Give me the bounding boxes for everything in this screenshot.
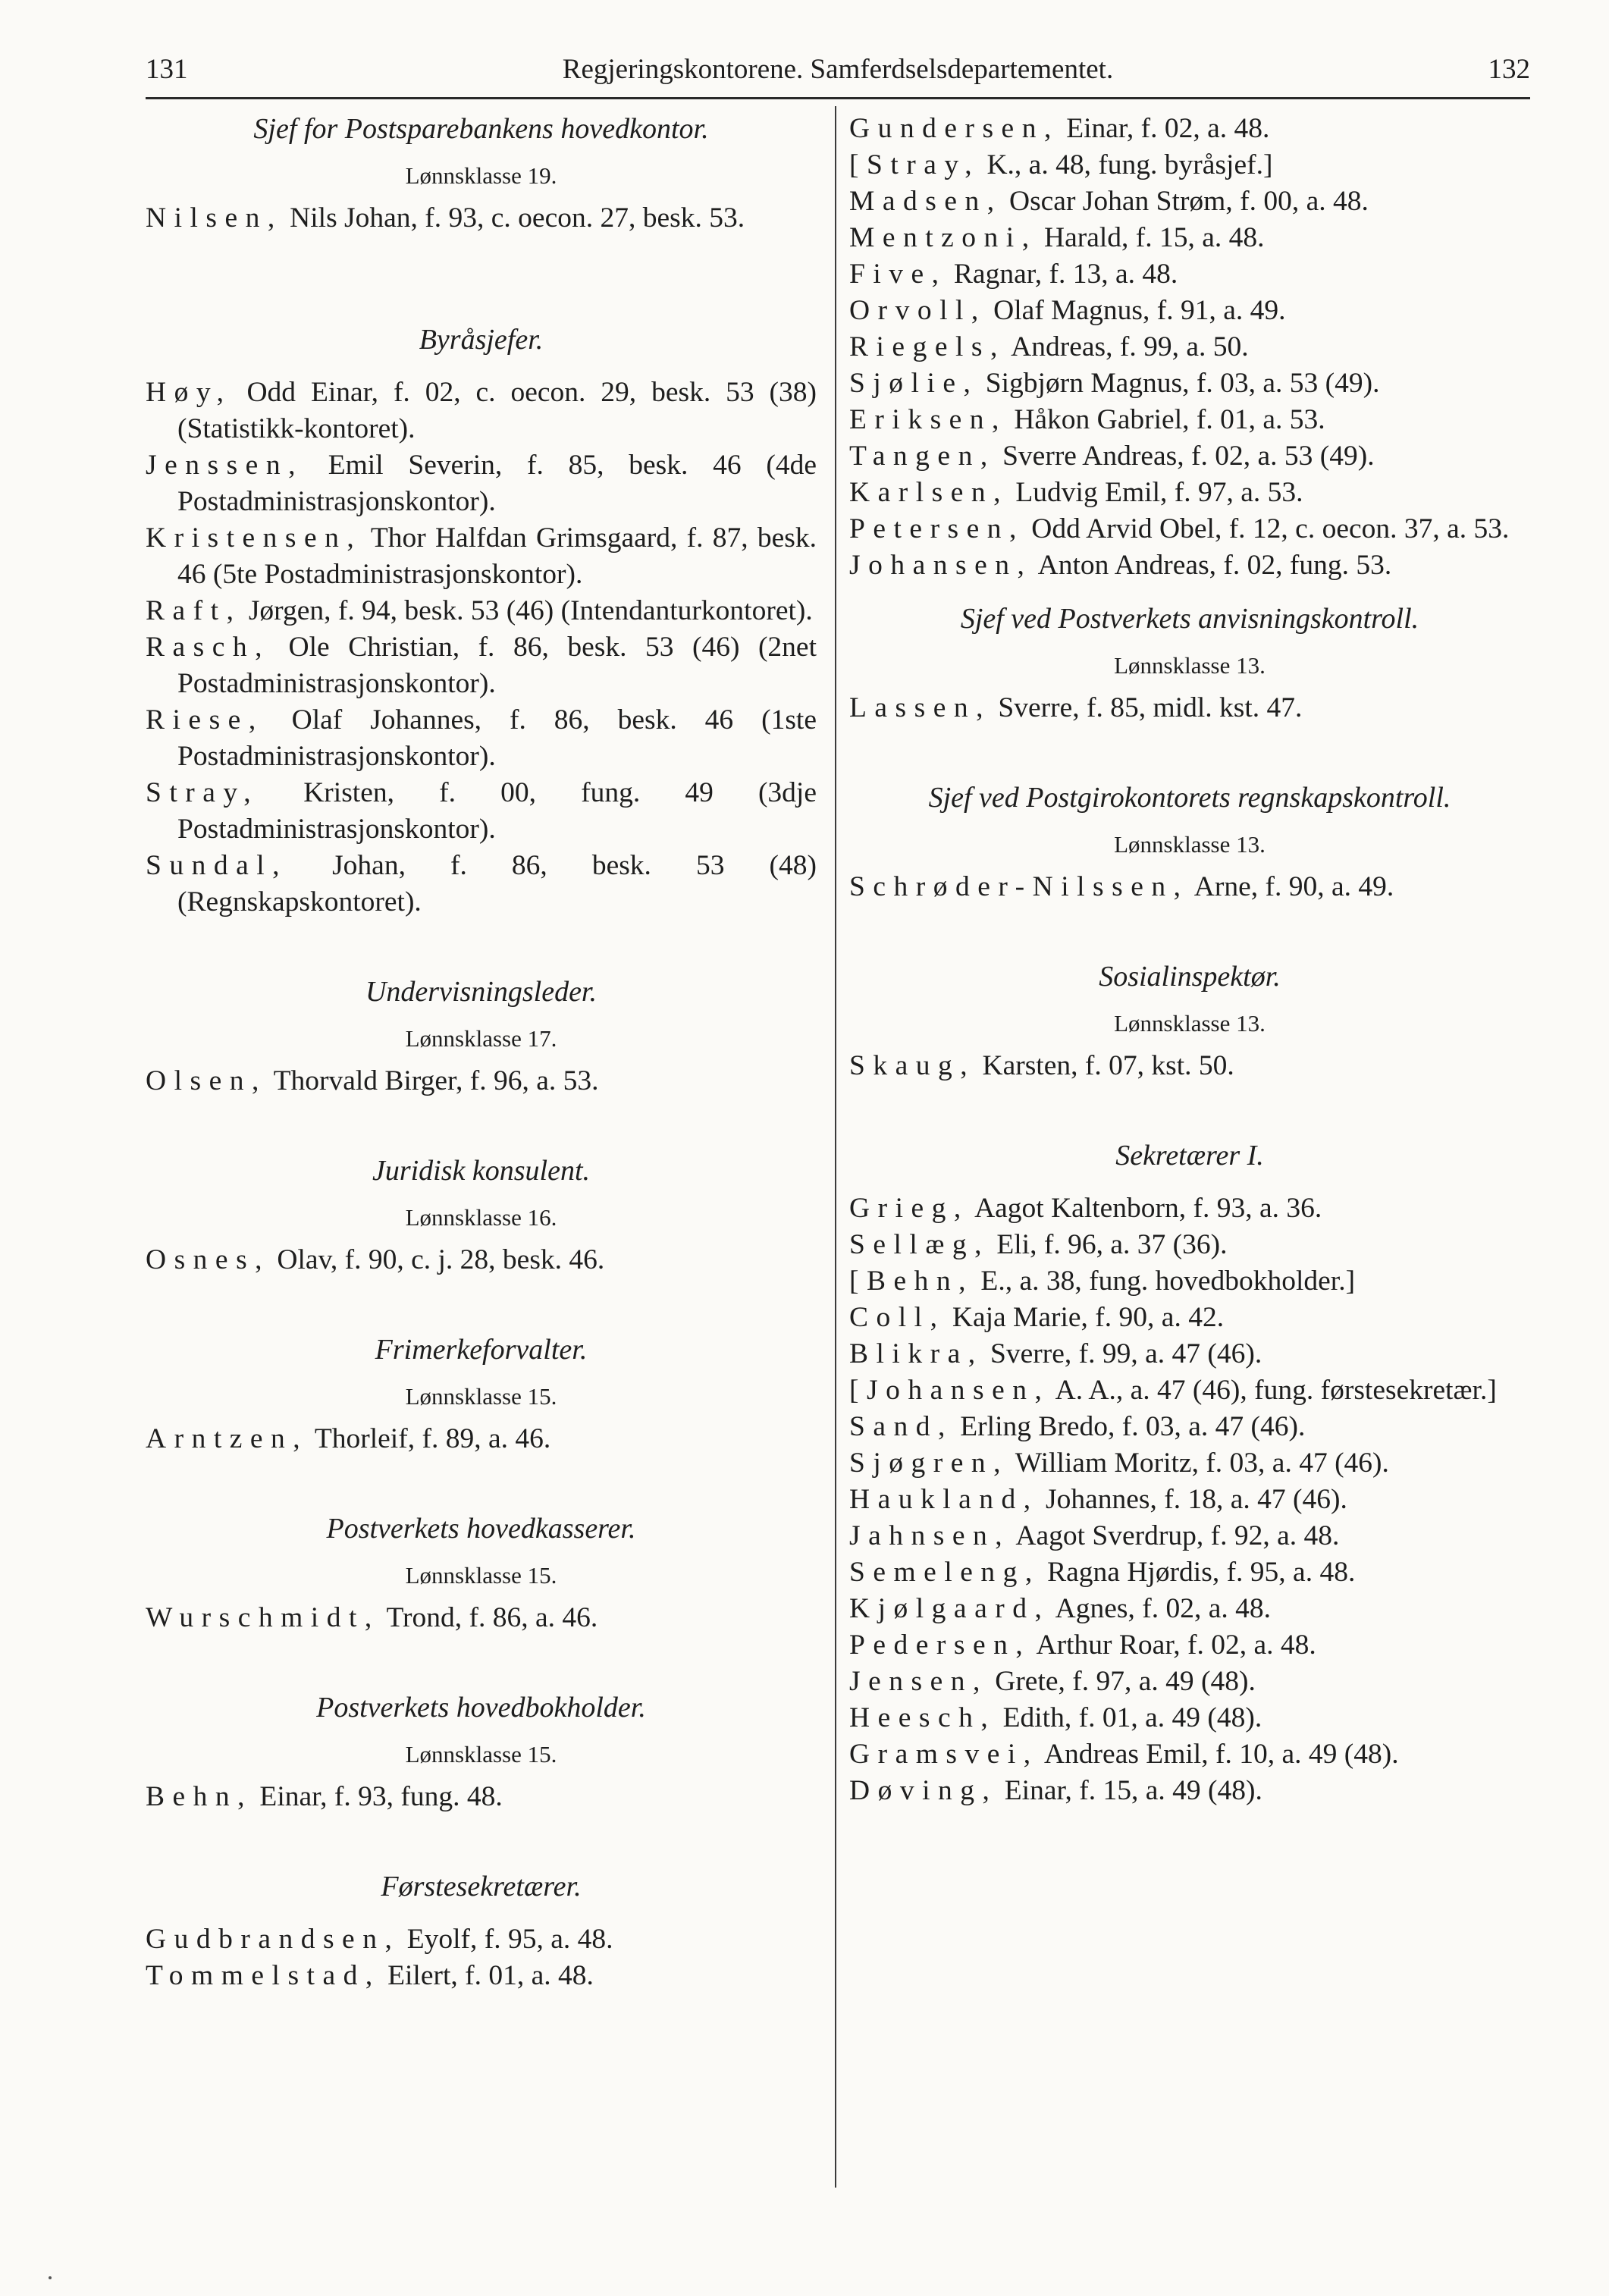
entry-details: Einar, f. 93, fung. 48. (252, 1781, 503, 1812)
surname: Eriksen, (849, 404, 1007, 435)
section-heading: Frimerkeforvalter. (375, 1334, 588, 1366)
person-entry (849, 147, 1530, 183)
surname: Gundersen, (849, 113, 1059, 144)
surname: Døving, (849, 1775, 998, 1806)
entry-details: Andreas, f. 99, a. 50. (1005, 331, 1249, 362)
surname: Raft, (146, 595, 242, 626)
person-entry (146, 1958, 817, 1994)
salary-grade: Lønnsklasse 15. (405, 1383, 557, 1410)
entry-details: Aagot Sverdrup, f. 92, a. 48. (1010, 1520, 1340, 1551)
surname: Haukland, (849, 1484, 1039, 1515)
surname: Arntzen, (146, 1423, 309, 1454)
person-entry (146, 1421, 817, 1457)
salary-grade: Lønnsklasse 17. (405, 1025, 557, 1052)
person-entry (146, 629, 817, 702)
person-entry (849, 1736, 1530, 1773)
entry-details: Ole Christian, f. 86, besk. 53 (46) (2net Postadministrasjonskontor). (177, 632, 817, 699)
page-number-left: 131 (146, 54, 188, 85)
person-entry (849, 438, 1530, 475)
surname: Karlsen, (849, 477, 1008, 508)
column-divider (835, 106, 836, 2188)
surname: Riese, (146, 704, 264, 736)
entry-details: Thor Halfdan Grimsgaard, f. 87, besk. 46 (5te Postadministrasjonskontor). (177, 522, 817, 590)
surname: Orvoll, (849, 295, 986, 326)
surname: Gramsvei, (849, 1739, 1039, 1770)
person-entry (849, 1700, 1530, 1736)
person-entry (849, 1627, 1530, 1664)
surname: Semeleng, (849, 1557, 1040, 1588)
person-entry (849, 402, 1530, 438)
surname: Sjøgren, (849, 1448, 1009, 1479)
person-entry (849, 1554, 1530, 1591)
person-entry (849, 869, 1530, 905)
person-entry (849, 1263, 1530, 1300)
person-entry (849, 547, 1530, 584)
salary-grade: Lønnsklasse 16. (405, 1204, 557, 1231)
surname: Behn, (146, 1781, 253, 1812)
entry-details: Emil Severin, f. 85, besk. 46 (4de Postadministrasjonskontor). (177, 450, 817, 517)
person-entry (849, 1409, 1530, 1445)
section-heading: Førstesekretærer. (381, 1871, 582, 1902)
entry-details: Anton Andreas, f. 02, fung. 53. (1032, 550, 1392, 581)
surname: Kristensen, (146, 522, 362, 554)
surname: Kjølgaard, (849, 1593, 1050, 1624)
entry-details: Odd Einar, f. 02, c. oecon. 29, besk. 53 (38) (Statistikk-kontoret). (177, 377, 817, 444)
entry-details: Grete, f. 97, a. 49 (48). (987, 1666, 1256, 1697)
entry-details: Kristen, f. 00, fung. 49 (3dje Postadministrasjonskontor). (177, 777, 817, 845)
entry-details: Edith, f. 01, a. 49 (48). (996, 1702, 1262, 1733)
section-heading: Juridisk konsulent. (372, 1155, 591, 1187)
surname: [Behn, (849, 1266, 974, 1297)
person-entry (146, 447, 817, 520)
person-entry (849, 293, 1530, 329)
surname: Lassen, (849, 692, 992, 723)
surname: Schrøder-Nilssen, (849, 871, 1189, 902)
surname: Heesch, (849, 1702, 996, 1733)
person-entry (849, 1773, 1530, 1809)
entry-details: Karsten, f. 07, kst. 50. (975, 1050, 1234, 1081)
section-heading: Postverkets hovedkasserer. (326, 1513, 636, 1545)
surname: Petersen, (849, 513, 1024, 544)
right-column (849, 111, 1530, 1809)
person-entry (146, 1242, 817, 1278)
person-entry (849, 1518, 1530, 1554)
surname: [Johansen, (849, 1375, 1050, 1406)
person-entry (146, 1921, 817, 1958)
person-entry (849, 1664, 1530, 1700)
surname: Madsen, (849, 186, 1002, 217)
entry-details: Sverre, f. 99, a. 47 (46). (983, 1338, 1262, 1369)
surname: Stray, (146, 777, 259, 808)
surname: Mentzoni, (849, 222, 1037, 253)
surname: Høy, (146, 377, 232, 408)
entry-details: Harald, f. 15, a. 48. (1037, 222, 1265, 253)
surname: Jensen, (849, 1666, 988, 1697)
entry-details: Kaja Marie, f. 90, a. 42. (945, 1302, 1225, 1333)
person-entry (849, 1336, 1530, 1372)
salary-grade: Lønnsklasse 19. (405, 162, 557, 189)
surname: Coll, (849, 1302, 946, 1333)
person-entry (146, 1600, 817, 1636)
person-entry (146, 1063, 817, 1099)
person-entry (146, 375, 817, 447)
surname: [Stray, (849, 149, 980, 180)
entry-details: Einar, f. 15, a. 49 (48). (997, 1775, 1262, 1806)
person-entry (849, 475, 1530, 511)
entry-details: A. A., a. 47 (46), fung. førstesekretær.] (1049, 1375, 1497, 1406)
surname: Jahnsen, (849, 1520, 1011, 1551)
entry-details: Odd Arvid Obel, f. 12, c. oecon. 37, a. 53. (1024, 513, 1510, 544)
entry-details: Thorvald Birger, f. 96, a. 53. (266, 1065, 599, 1096)
entry-details: Aagot Kaltenborn, f. 93, a. 36. (968, 1193, 1322, 1224)
section-heading: Undervisningsleder. (365, 976, 597, 1008)
person-entry (146, 593, 817, 629)
header-rule (146, 97, 1530, 99)
surname: Sand, (849, 1411, 953, 1442)
person-entry (849, 365, 1530, 402)
person-entry (849, 1190, 1530, 1227)
entry-details: Sverre Andreas, f. 02, a. 53 (49). (995, 441, 1375, 472)
entry-details: Eilert, f. 01, a. 48. (380, 1960, 594, 1991)
person-entry (146, 848, 817, 921)
entry-details: William Moritz, f. 03, a. 47 (46). (1008, 1448, 1389, 1479)
section-heading: Sjef for Postsparebankens hovedkontor. (253, 113, 709, 145)
section-heading: Sosialinspektør. (1099, 961, 1281, 993)
entry-details: Arne, f. 90, a. 49. (1188, 871, 1394, 902)
person-entry (849, 1482, 1530, 1518)
surname: Pedersen, (849, 1629, 1031, 1661)
entry-details: Arthur Roar, f. 02, a. 48. (1030, 1629, 1316, 1661)
person-entry (849, 111, 1530, 147)
person-entry (849, 1445, 1530, 1482)
print-speck (49, 2276, 52, 2279)
salary-grade: Lønnsklasse 13. (1114, 1010, 1266, 1037)
entry-details: K., a. 48, fung. byråsjef.] (980, 149, 1273, 180)
running-title: Regjeringskontorene. Samferdselsdepartementet. (562, 54, 1114, 85)
entry-details: Nils Johan, f. 93, c. oecon. 27, besk. 53. (282, 202, 745, 234)
entry-details: Olaf Johannes, f. 86, besk. 46 (1ste Postadministrasjonskontor). (177, 704, 817, 772)
surname: Tangen, (849, 441, 996, 472)
section-heading: Sekretærer I. (1115, 1140, 1264, 1172)
entry-details: Ragna Hjørdis, f. 95, a. 48. (1040, 1557, 1356, 1588)
surname: Tommelstad, (146, 1960, 381, 1991)
surname: Skaug, (849, 1050, 976, 1081)
entry-details: Sigbjørn Magnus, f. 03, a. 53 (49). (978, 368, 1380, 399)
surname: Rasch, (146, 632, 271, 663)
person-entry (849, 1048, 1530, 1084)
entry-details: Trond, f. 86, a. 46. (379, 1602, 598, 1633)
surname: Wurschmidt, (146, 1602, 380, 1633)
person-entry (146, 1779, 817, 1815)
surname: Johansen, (849, 550, 1033, 581)
entry-details: Einar, f. 02, a. 48. (1059, 113, 1270, 144)
entry-details: Agnes, f. 02, a. 48. (1049, 1593, 1271, 1624)
section-heading: Sjef ved Postverkets anvisningskontroll. (960, 603, 1419, 635)
entry-details: Sverre, f. 85, midl. kst. 47. (991, 692, 1303, 723)
person-entry (146, 520, 817, 593)
entry-details: Olaf Magnus, f. 91, a. 49. (986, 295, 1286, 326)
salary-grade: Lønnsklasse 15. (405, 1562, 557, 1589)
entry-details: Thorleif, f. 89, a. 46. (308, 1423, 551, 1454)
surname: Jenssen, (146, 450, 303, 481)
entry-details: Ragnar, f. 13, a. 48. (946, 259, 1178, 290)
salary-grade: Lønnsklasse 13. (1114, 652, 1266, 679)
surname: Sundal, (146, 850, 288, 881)
surname: Olsen, (146, 1065, 267, 1096)
entry-details: Jørgen, f. 94, besk. 53 (46) (Intendanturkontoret). (241, 595, 813, 626)
entry-details: Oscar Johan Strøm, f. 00, a. 48. (1002, 186, 1369, 217)
person-entry (146, 775, 817, 848)
salary-grade: Lønnsklasse 13. (1114, 831, 1266, 858)
surname: Blikra, (849, 1338, 983, 1369)
section-heading: Byråsjefer. (419, 324, 544, 356)
surname: Grieg, (849, 1193, 969, 1224)
entry-details: Eli, f. 96, a. 37 (36). (989, 1229, 1228, 1260)
section-heading: Sjef ved Postgirokontorets regnskapskontroll. (928, 782, 1451, 814)
entry-details: Olav, f. 90, c. j. 28, besk. 46. (270, 1244, 605, 1275)
person-entry (849, 329, 1530, 365)
entry-details: Erling Bredo, f. 03, a. 47 (46). (952, 1411, 1306, 1442)
page-number-right: 132 (1488, 54, 1530, 85)
left-column (146, 111, 817, 1994)
surname: Riegels, (849, 331, 1005, 362)
running-header (146, 47, 1530, 93)
surname: Osnes, (146, 1244, 271, 1275)
person-entry (146, 200, 817, 237)
entry-details: Johannes, f. 18, a. 47 (46). (1038, 1484, 1347, 1515)
entry-details: Johan, f. 86, besk. 53 (48) (Regnskapskontoret). (177, 850, 817, 917)
person-entry (849, 1372, 1530, 1409)
surname: Nilsen, (146, 202, 283, 234)
person-entry (849, 256, 1530, 293)
person-entry (146, 702, 817, 775)
person-entry (849, 1591, 1530, 1627)
entry-details: Ludvig Emil, f. 97, a. 53. (1008, 477, 1303, 508)
person-entry (849, 511, 1530, 547)
person-entry (849, 220, 1530, 256)
entry-details: Andreas Emil, f. 10, a. 49 (48). (1038, 1739, 1399, 1770)
surname: Sjølie, (849, 368, 979, 399)
salary-grade: Lønnsklasse 15. (405, 1741, 557, 1767)
section-heading: Postverkets hovedbokholder. (316, 1692, 646, 1724)
person-entry (849, 1227, 1530, 1263)
surname: Sellæg, (849, 1229, 990, 1260)
person-entry (849, 183, 1530, 220)
entry-details: E., a. 38, fung. hovedbokholder.] (974, 1266, 1356, 1297)
surname: Five, (849, 259, 947, 290)
person-entry (849, 690, 1530, 726)
entry-details: Håkon Gabriel, f. 01, a. 53. (1006, 404, 1325, 435)
surname: Gudbrandsen, (146, 1924, 400, 1955)
entry-details: Eyolf, f. 95, a. 48. (400, 1924, 613, 1955)
person-entry (849, 1300, 1530, 1336)
